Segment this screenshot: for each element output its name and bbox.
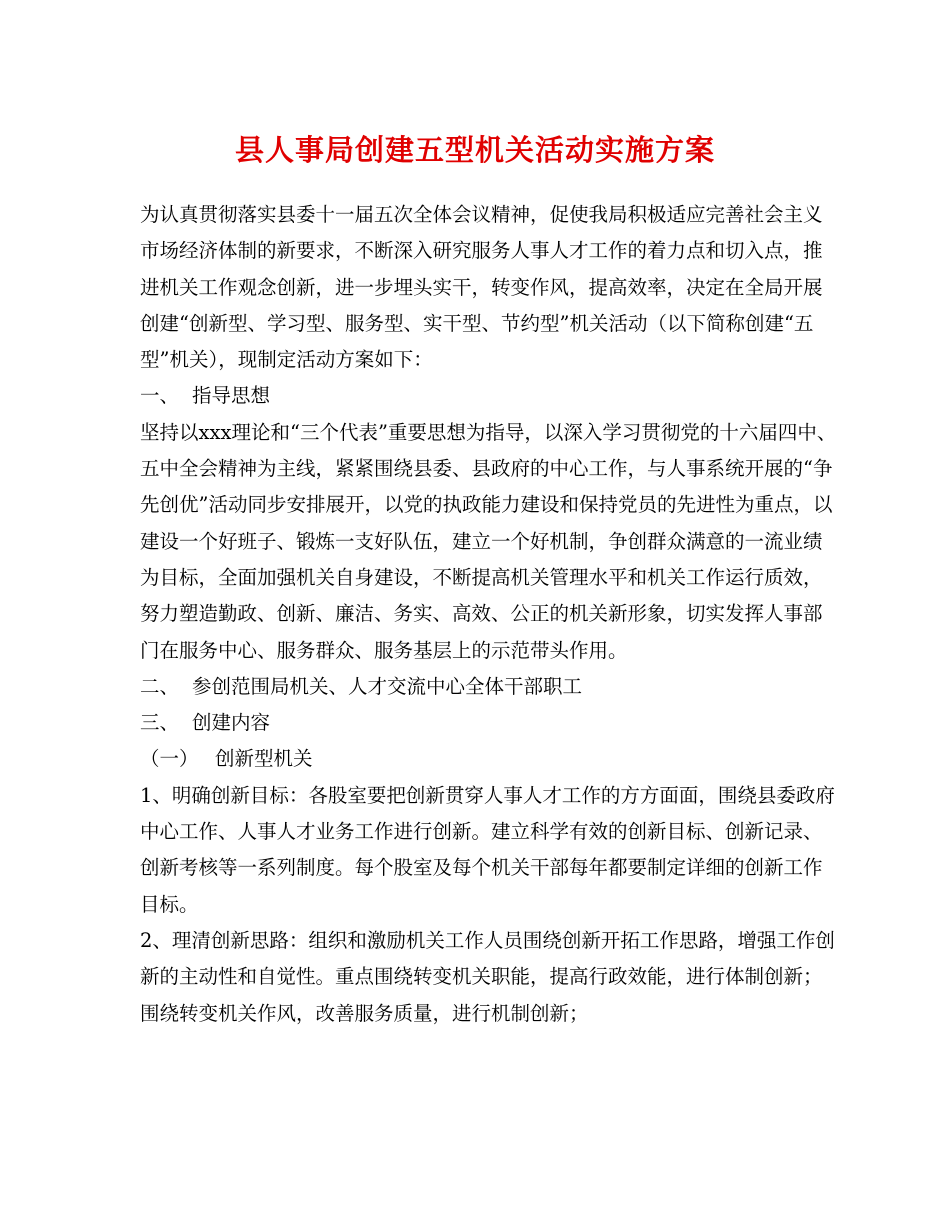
section-heading-3: [140, 705, 840, 741]
section-paragraph-1: 坚持以xxx理论和“三个代表”重要思想为指导，以深入学习贯彻党的十六届四中、五中全会精神为主线，紧紧围绕县委、县政府的中心工作，与人事系统开展的“争先创优”活动同步安排展开，以党的执政能力建设和保持党员的先进性为重点，以建设一个好班子、锻炼一支好队伍，建立一个好机制，争创群众满意的一流业绩为目标，全面加强机关自身建设，不断提高机关管理水平和机关工作运行质效，努力塑造勤政、创新、廉洁、务实、高效、公正的机关新形象，切实发挥人事部门在服务中心、服务群众、服务基层上的示范带头作用。: [140, 420, 837, 662]
subsection-number: （一）: [140, 747, 199, 771]
intro-paragraph: 为认真贯彻落实县委十一届五次全体会议精神，促使我局积极适应完善社会主义市场经济体制的新要求，不断深入研究服务人事人才工作的着力点和切入点，推进机关工作观念创新，进一步埋头实干，转变作风，提高效率，决定在全局开展创建“创新型、学习型、服务型、实干型、节约型”机关活动（以下简称创建“五型”机关），现制定活动方案如下：: [140, 203, 823, 372]
section-heading-2: [140, 669, 840, 705]
list-item-2: 2、理清创新思路：组织和激励机关工作人员围绕创新开拓工作思路，增强工作创新的主动性和自觉性。重点围绕转变机关职能，提高行政效能，进行体制创新；围绕转变机关作风，改善服务质量，进行机制创新；: [140, 928, 835, 1025]
section-title: 参创范围局机关、人才交流中心全体干部职工: [192, 674, 583, 698]
section-heading-1: [140, 378, 840, 414]
subsection-title: 创新型机关: [215, 747, 313, 771]
list-item-1: 1、明确创新目标：各股室要把创新贯穿人事人才工作的方方面面，围绕县委政府中心工作、人事人才业务工作进行创新。建立科学有效的创新目标、创新记录、创新考核等一系列制度。每个股室及每个机关干部每年都要制定详细的创新工作目标。: [140, 783, 835, 916]
section-number: 二、: [140, 674, 180, 698]
section-title: 指导思想: [192, 384, 271, 408]
section-number: 一、: [140, 384, 180, 408]
subsection-heading-1: [140, 741, 840, 777]
section-number: 三、: [140, 711, 180, 735]
document-title: 县人事局创建五型机关活动实施方案: [234, 133, 715, 167]
section-title: 创建内容: [192, 711, 271, 735]
document-body: [140, 197, 840, 1032]
